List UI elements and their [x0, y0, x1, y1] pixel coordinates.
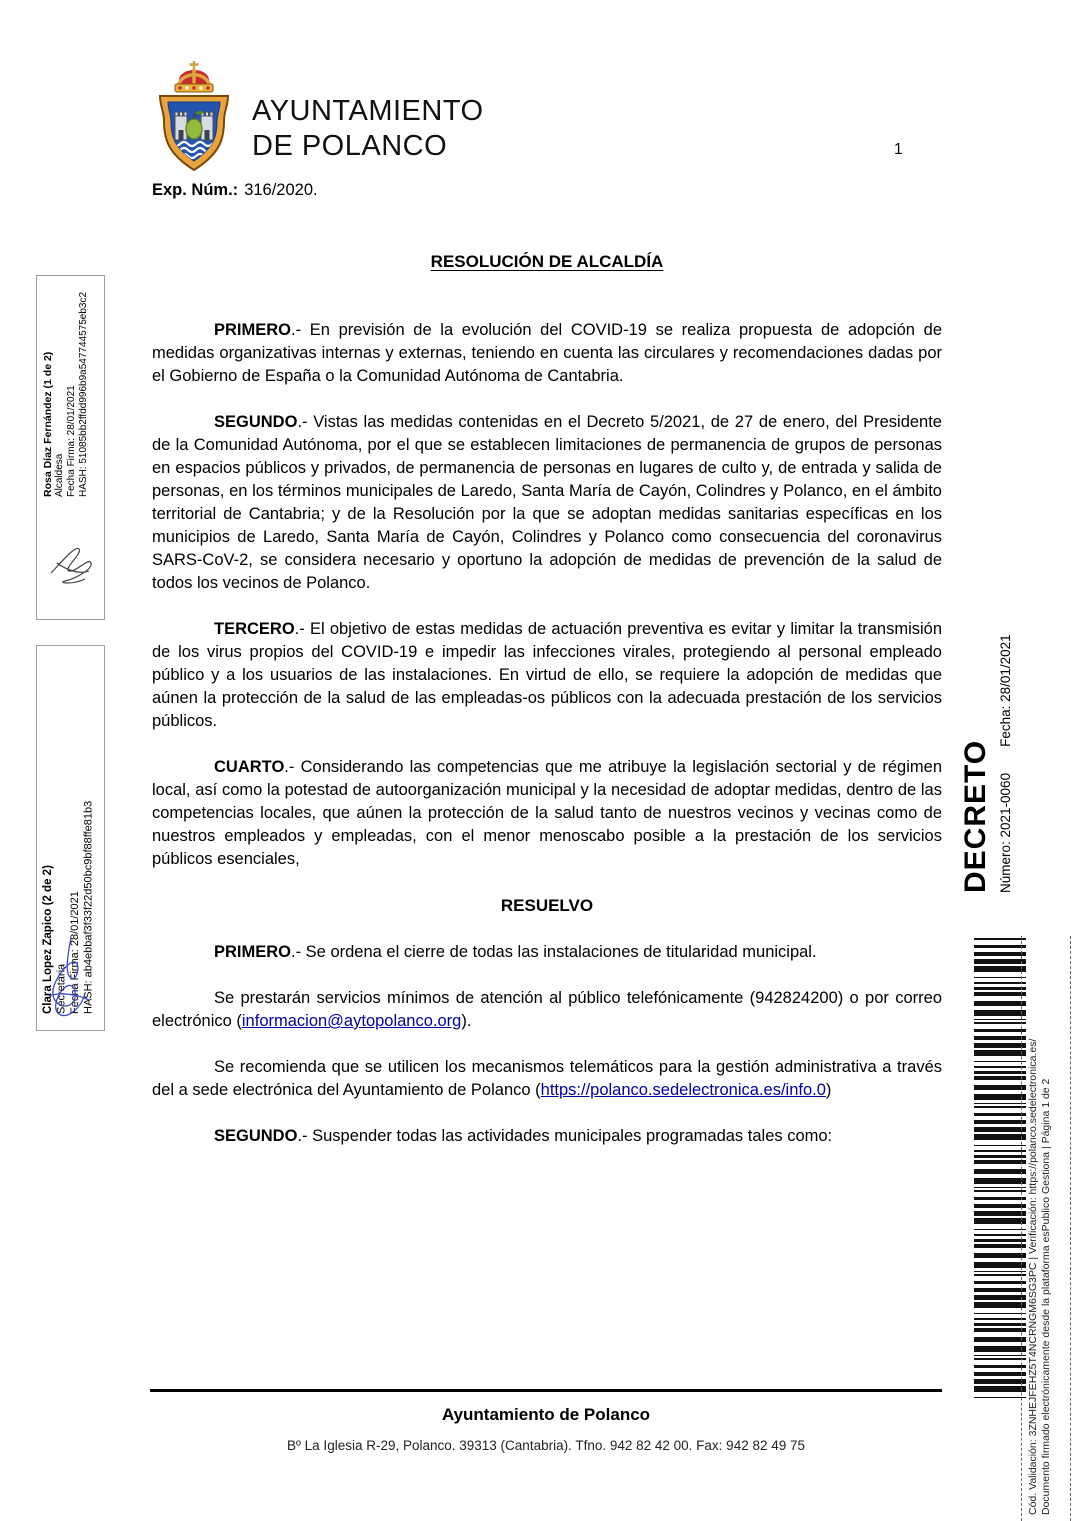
- validation-sidebar: [1027, 1000, 1055, 1515]
- paragraph-resuelvo-primero: [152, 941, 942, 964]
- paragraph-text: .- El objetivo de estas medidas de actuación preventiva es evitar y limitar la transmisión de los virus propios del COVID-19 e impedir las infecciones virales, protegiendo al personal empleado público y a los usuarios de las instalaciones. En virtud de ello, se requiere la adopción de medidas que aúnen la protección de la salud de las empleadas-os públicos con la adecuada prestación de los servicios públicos.: [152, 620, 942, 730]
- org-name-line1: AYUNTAMIENTO: [252, 95, 484, 127]
- signer-name: Rosa Díaz Fernández (1 de 2): [42, 351, 54, 497]
- decree-date: Fecha: 28/01/2021: [998, 634, 1013, 747]
- paragraph-lead: TERCERO: [214, 620, 295, 638]
- signature-1-autograph-icon: [45, 535, 97, 593]
- resuelvo-heading: RESUELVO: [500, 896, 594, 915]
- spacer: [1006, 747, 1007, 773]
- signature-2-autograph-icon: [41, 934, 97, 1022]
- crown: [175, 61, 213, 92]
- signer-role: Alcaldesa: [54, 453, 65, 497]
- paragraph-text: .- Vistas las medidas contenidas en el Decreto 5/2021, de 27 de enero, del Presidente de la Comunidad Autónoma, por el que se establecen limitaciones de permanencia de grupos de personas en espacios públicos y privados, de permanencia de personas en lugares de culto y, de entrada y salida de personas, en los términos municipales de Laredo, Santa María de Cayón, Colindres y Polanco, en el ámbito territorial de Cantabria; y de la Resolución por la que se adoptan medidas sanitarias específicas en los municipios de Laredo, Santa María de Cayón, Colindres y Polanco como consecuencia del coronavirus SARS-CoV-2, se considera necesario y oportuno la adopción de medidas de prevención de la salud de todos los vecinos de Polanco.: [152, 413, 942, 592]
- page-number: 1: [894, 141, 903, 158]
- paragraph-text: .- Se ordena el cierre de todas las instalaciones de titularidad municipal.: [291, 943, 817, 961]
- paragraph-lead: SEGUNDO: [214, 1127, 298, 1145]
- decree-meta: [996, 575, 1016, 893]
- document-footer: [150, 1389, 942, 1453]
- paragraph-lead: PRIMERO: [214, 321, 292, 339]
- shield: [160, 96, 228, 170]
- footer-org: Ayuntamiento de Polanco: [441, 1405, 651, 1424]
- polanco-coat-of-arms-icon: [150, 60, 238, 172]
- paragraph-text: .- Considerando las competencias que me atribuye la legislación sectorial y de régimen local, así como la potestad de autoorganización municipal y la necesidad de adoptar medidas, dentro de las competencias locales, que aúnen la protección de la salud tanto de nuestros vecinos y vecinas como de nuestros empleados y empleadas, con el menor menoscabo posible a la prestación de los servicios públicos esenciales,: [152, 758, 942, 868]
- exp-num-line: [152, 181, 318, 200]
- org-name: [252, 60, 484, 172]
- paragraph-tercero: [152, 618, 942, 733]
- paragraph-text: Se prestarán servicios mínimos de atención al público telefónicamente (942824200) o por correo electrónico: [152, 989, 942, 1030]
- signer-role: Secretaria: [55, 963, 68, 1014]
- validation-platform-line: Documento firmado electrónicamente desde la plataforma esPublico Gestiona | Página 1 de 2: [1040, 1078, 1052, 1515]
- barcode: [974, 938, 1026, 1402]
- signature-hash: HASH: 51085bb2ffdd996b9a547744575eb3c2: [78, 292, 89, 497]
- paren-close: ): [825, 1081, 832, 1099]
- validation-code-line: Cód. Validación: 3ZNHEJFEHZ5T4NCRNGM6SG3PC | Verificación: https://polanco.sedelectronica.es/: [1027, 1038, 1039, 1515]
- paragraph-text: Se recomienda que se utilicen los mecanismos telemáticos para la gestión administrativa a través del a sede electrónica del Ayuntamiento de Polanco: [152, 1058, 942, 1099]
- paragraph-segundo: [152, 411, 942, 595]
- paragraph-text: .- En previsión de la evolución del COVID-19 se realiza propuesta de adopción de medidas organizativas internas y externas, teniendo en cuenta las circulares y recomendaciones dadas por el Gobierno de España o la Comunidad Autónoma de Cantabria.: [152, 321, 942, 385]
- org-name-line2: DE POLANCO: [252, 130, 448, 162]
- signature-date: Fecha Firma: 28/01/2021: [66, 385, 77, 497]
- paragraph-lead: SEGUNDO: [214, 413, 298, 431]
- footer-address: Bº La Iglesia R-29, Polanco. 39313 (Cantabria). Tfno. 942 82 42 00. Fax: 942 82 49 75: [286, 1438, 806, 1453]
- decree-title: DECRETO: [959, 739, 992, 893]
- signature-hash: HASH: ab4ebbaf3f33f22d50bc9bf88ffe81b3: [82, 800, 95, 1014]
- exp-num-value: 316/2020.: [244, 181, 318, 199]
- document-title: RESOLUCIÓN DE ALCALDÍA: [430, 252, 664, 271]
- signature-date: Fecha Firma: 28/01/2021: [69, 891, 81, 1014]
- exp-num-label: Exp. Núm.:: [152, 181, 239, 199]
- paragraph-servicios-minimos: [152, 987, 942, 1033]
- paren-open: (: [535, 1081, 541, 1099]
- paragraph-primero: [152, 319, 942, 388]
- signature-block-2: [36, 645, 105, 1031]
- signature-block-1: [36, 275, 105, 620]
- paragraph-cuarto: [152, 756, 942, 871]
- paren-close: ).: [461, 1012, 472, 1030]
- paragraph-resuelvo-segundo: [152, 1125, 942, 1148]
- signature-1-text: [42, 281, 90, 497]
- paragraph-lead: PRIMERO: [214, 943, 292, 961]
- signer-name: Clara Lopez Zapico (2 de 2): [42, 865, 54, 1014]
- decree-number: Número: 2021-0060: [998, 772, 1013, 893]
- dashed-separator-left: [1021, 936, 1022, 1521]
- email-link[interactable]: informacion@aytopolanco.org: [241, 1012, 462, 1030]
- paragraph-text: .- Suspender todas las actividades municipales programadas tales como:: [297, 1127, 833, 1145]
- document-body: [152, 250, 942, 1171]
- paragraph-lead: CUARTO: [214, 758, 285, 776]
- decree-sidebar: [956, 575, 1020, 893]
- document-header: [150, 60, 484, 172]
- paragraph-sede-electronica: [152, 1056, 942, 1102]
- paren-open: (: [236, 1012, 242, 1030]
- sede-electronica-link[interactable]: https://polanco.sedelectronica.es/info.0: [540, 1081, 826, 1099]
- dashed-separator-right: [1070, 936, 1071, 1521]
